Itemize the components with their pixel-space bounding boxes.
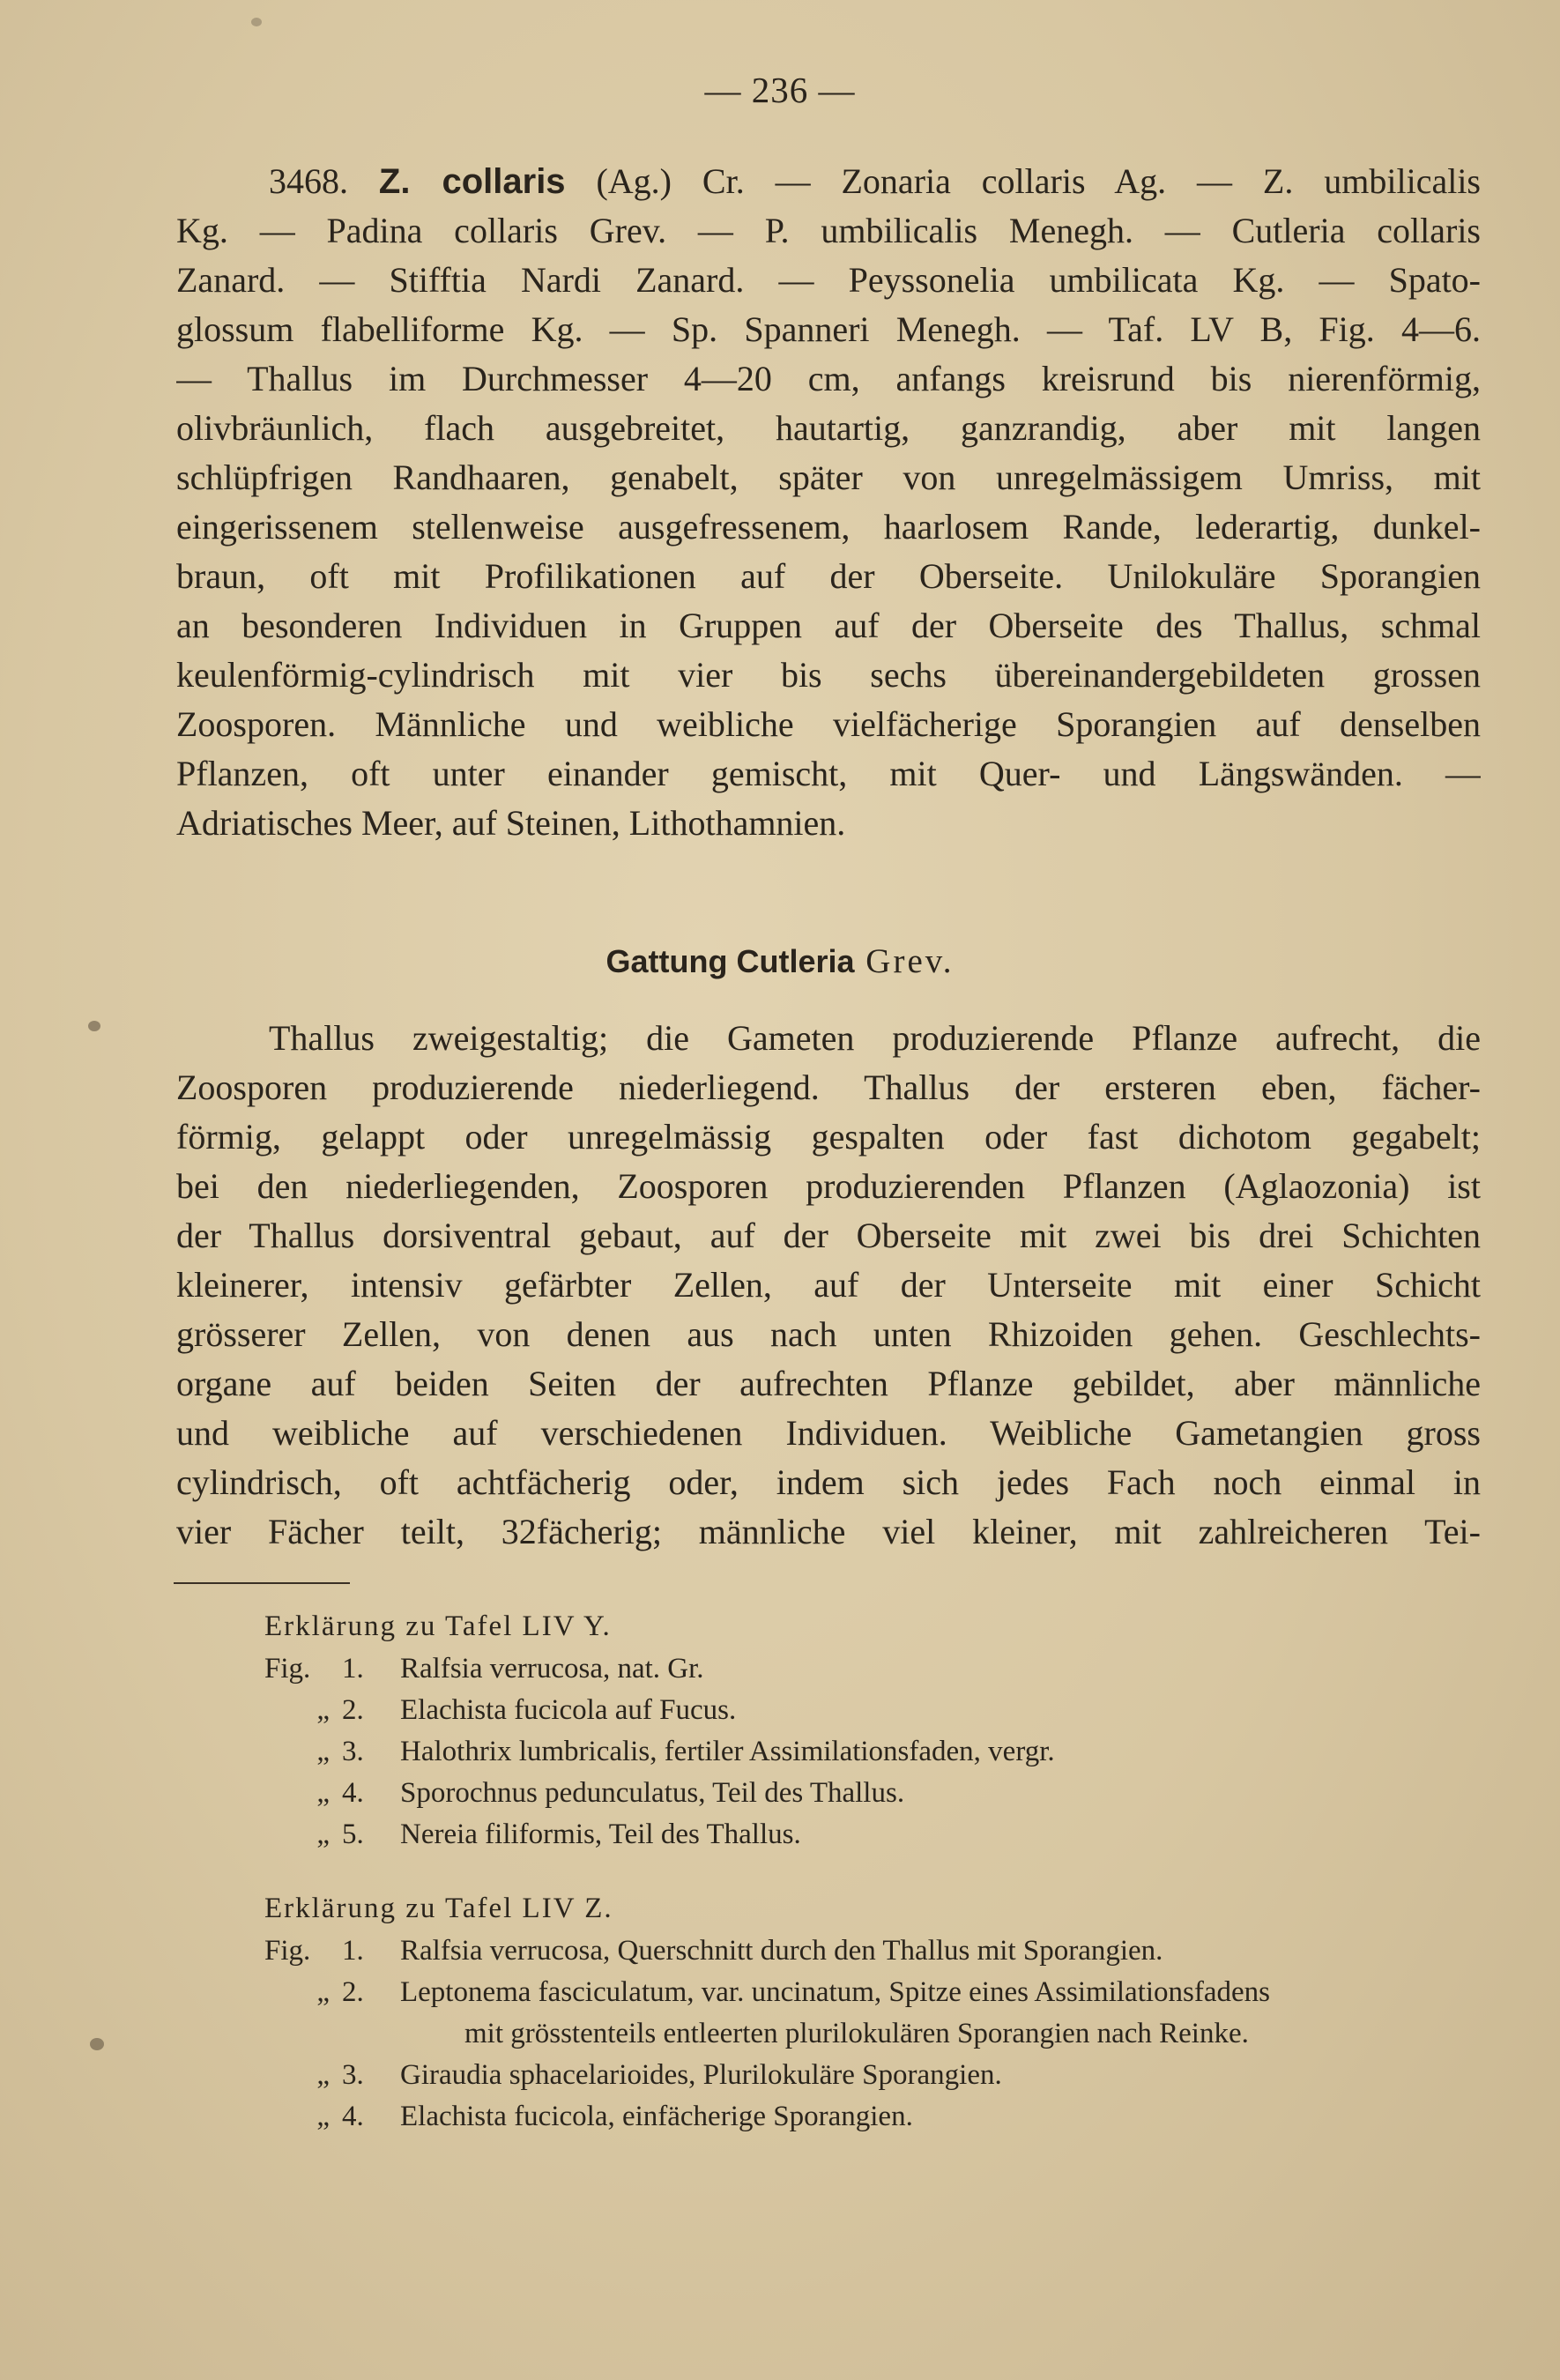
genus-line: organe auf beiden Seiten der aufrechten Pflanze gebildet, aber männliche	[176, 1364, 1481, 1403]
plate-caption-y	[264, 1604, 1489, 1856]
fig-label: „	[316, 1976, 330, 2008]
entry-line: Zanard. — Stifftia Nardi Zanard. — Peyssonelia umbilicata Kg. — Spato-	[176, 260, 1481, 300]
ink-spot	[251, 18, 262, 26]
fig-number	[342, 2013, 400, 2055]
figure-entry	[264, 1930, 1489, 1972]
footnote-rule	[174, 1582, 350, 1584]
genus-heading-prefix: Gattung	[605, 943, 737, 979]
fig-label: Fig.	[264, 1653, 311, 1685]
genus-line: Zoosporen produzierende niederliegend. Thallus der ersteren eben, fächer-	[176, 1067, 1481, 1107]
species-name: Z. collaris	[378, 162, 566, 201]
figure-entry	[264, 1814, 1489, 1856]
entry-number: 3468.	[269, 161, 348, 201]
fig-number: 1.	[342, 1935, 364, 1967]
fig-number: 1.	[342, 1653, 364, 1685]
ink-spot	[88, 1021, 100, 1031]
entry-line: an besonderen Individuen in Gruppen auf der Oberseite des Thallus, schmal	[176, 606, 1481, 645]
fig-label: „	[316, 2101, 330, 2132]
fig-number: 5.	[342, 1818, 364, 1850]
plate-caption-z	[264, 1886, 1489, 2138]
figure-entry	[264, 1690, 1489, 1731]
plate-caption-heading: Erklärung zu Tafel LIV Y.	[264, 1610, 612, 1642]
entry-line: Adriatisches Meer, auf Steinen, Lithothamnien.	[176, 803, 846, 843]
fig-text: Giraudia sphacelarioides, Plurilokuläre Sporangien.	[400, 2059, 1002, 2091]
genus-line: und weibliche auf verschiedenen Individuen. Weibliche Gametangien gross	[176, 1413, 1481, 1453]
fig-text: Nereia filiformis, Teil des Thallus.	[400, 1818, 801, 1850]
figure-entry	[264, 2096, 1489, 2138]
genus-line: der Thallus dorsiventral gebaut, auf der Oberseite mit zwei bis drei Schichten	[176, 1216, 1481, 1255]
figure-entry	[264, 1648, 1489, 1690]
fig-number: 4.	[342, 1777, 364, 1809]
fig-text: Halothrix lumbricalis, fertiler Assimilationsfaden, vergr.	[400, 1736, 1055, 1767]
genus-line: kleinerer, intensiv gefärbter Zellen, auf der Unterseite mit einer Schicht	[176, 1265, 1481, 1305]
ink-spot	[90, 2038, 104, 2050]
page-number: — 236 —	[704, 70, 856, 110]
figure-entry	[264, 2055, 1489, 2096]
entry-line: glossum flabelliforme Kg. — Sp. Spanneri Menegh. — Taf. LV B, Fig. 4—6.	[176, 309, 1481, 349]
fig-label: „	[316, 1694, 330, 1726]
fig-text: Ralfsia verrucosa, Querschnitt durch den Thallus mit Sporangien.	[400, 1935, 1163, 1967]
fig-text: Ralfsia verrucosa, nat. Gr.	[400, 1653, 704, 1685]
entry-line: Kg. — Padina collaris Grev. — P. umbilicalis Menegh. — Cutleria collaris	[176, 211, 1481, 250]
genus-line: cylindrisch, oft achtfächerig oder, indem sich jedes Fach noch einmal in	[176, 1462, 1481, 1502]
genus-author: Grev.	[854, 942, 955, 980]
fig-text: Elachista fucicola auf Fucus.	[400, 1694, 737, 1726]
genus-name: Cutleria	[736, 943, 855, 979]
figure-entry-continuation	[264, 2013, 1489, 2055]
entry-line: eingerissenem stellenweise ausgefressenem, haarlosem Rande, lederartig, dunkel-	[176, 507, 1481, 547]
species-entry	[176, 157, 1481, 848]
entry-line: keulenförmig-cylindrisch mit vier bis sechs übereinandergebildeten grossen	[176, 655, 1481, 695]
entry-line: olivbräunlich, flach ausgebreitet, hautartig, ganzrandig, aber mit langen	[176, 408, 1481, 448]
genus-heading	[0, 941, 1560, 981]
entry-line: — Thallus im Durchmesser 4—20 cm, anfangs kreisrund bis nierenförmig,	[176, 359, 1481, 398]
fig-text: Sporochnus pedunculatus, Teil des Thallus.	[400, 1777, 905, 1809]
entry-line: schlüpfrigen Randhaaren, genabelt, später von unregelmässigem Umriss, mit	[176, 457, 1481, 497]
fig-number: 2.	[342, 1694, 364, 1726]
entry-line: braun, oft mit Profilikationen auf der Oberseite. Unilokuläre Sporangien	[176, 556, 1481, 596]
fig-label: „	[316, 1736, 330, 1767]
genus-description	[176, 1014, 1481, 1557]
fig-number: 2.	[342, 1976, 364, 2008]
fig-label: „	[316, 2059, 330, 2091]
entry-line: Zoosporen. Männliche und weibliche vielfächerige Sporangien auf denselben	[176, 704, 1481, 744]
genus-line: Thallus zweigestaltig; die Gameten produzierende Pflanze aufrecht, die	[269, 1018, 1481, 1058]
fig-label	[264, 2013, 342, 2055]
fig-number: 4.	[342, 2101, 364, 2132]
figure-entry	[264, 1773, 1489, 1814]
genus-line: bei den niederliegenden, Zoosporen produzierenden Pflanzen (Aglaozonia) ist	[176, 1166, 1481, 1206]
entry-line-text: (Ag.) Cr. — Zonaria collaris Ag. — Z. umbilicalis	[565, 161, 1481, 201]
fig-text: Elachista fucicola, einfächerige Sporangien.	[400, 2101, 913, 2132]
fig-label: „	[316, 1818, 330, 1850]
genus-line: förmig, gelappt oder unregelmässig gespalten oder fast dichotom gegabelt;	[176, 1117, 1481, 1157]
fig-number: 3.	[342, 1736, 364, 1767]
entry-line	[269, 157, 1481, 206]
genus-line: grösserer Zellen, von denen aus nach unten Rhizoiden gehen. Geschlechts-	[176, 1314, 1481, 1354]
figure-entry	[264, 1731, 1489, 1773]
fig-text: mit grösstenteils entleerten plurilokulären Sporangien nach Reinke.	[464, 2018, 1249, 2049]
plate-caption-heading: Erklärung zu Tafel LIV Z.	[264, 1893, 613, 1924]
figure-entry	[264, 1972, 1489, 2013]
entry-line: Pflanzen, oft unter einander gemischt, mit Quer- und Längswänden. —	[176, 754, 1481, 793]
fig-number: 3.	[342, 2059, 364, 2091]
fig-label: Fig.	[264, 1935, 311, 1967]
fig-label: „	[316, 1777, 330, 1809]
genus-line: vier Fächer teilt, 32fächerig; männliche viel kleiner, mit zahlreicheren Tei-	[176, 1512, 1481, 1551]
fig-text: Leptonema fasciculatum, var. uncinatum, Spitze eines Assimilationsfadens	[400, 1976, 1271, 2008]
